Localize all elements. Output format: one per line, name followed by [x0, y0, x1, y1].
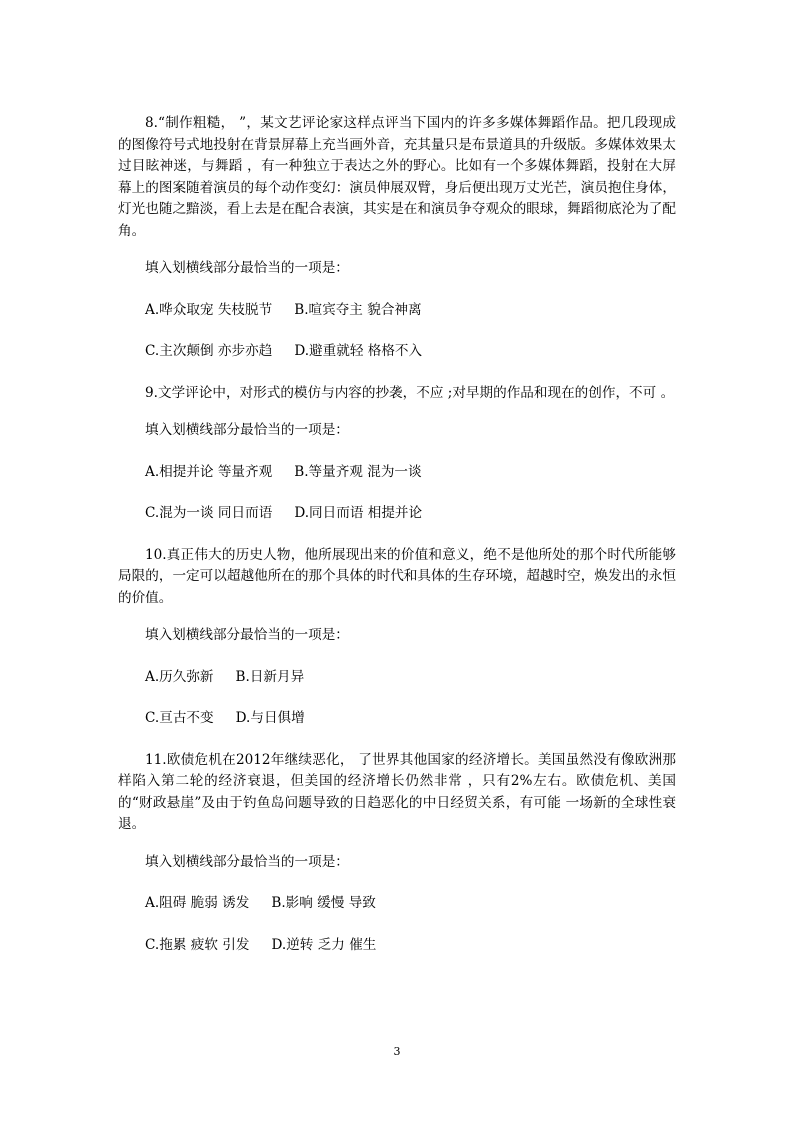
option-b: B.喧宾夺主 貌合神离: [294, 301, 422, 318]
option-b: B.日新月异: [235, 668, 305, 685]
question-prompt: 填入划横线部分最恰当的一项是：: [145, 260, 349, 276]
option-a: A.相提并论 等量齐观: [145, 463, 273, 480]
option-row: [118, 667, 676, 689]
question-prompt: 填入划横线部分最恰当的一项是：: [145, 853, 349, 870]
option-d: D.与日俱增: [235, 710, 305, 726]
option-row: [118, 708, 676, 730]
question-text: 8.“制作粗糙， ”，某文艺评论家这样点评当下国内的许多多媒体舞蹈作品。把几段现成的图像符号式地投射在背景屏幕上充当画外音，充其量只是布景道具的升级版。多媒体效果太过目眩神迷，与舞蹈 ，有一种独立于表达之外的野心。比如有一个多媒体舞蹈，投射在大屏幕上的图案随着演员的每个动作变幻：演员伸展双臂，身后便出现万丈光芒，演员抱住身体，灯光也随之黯淡，看上去是在配合表演，其实是在和演员争夺观众的眼球，舞蹈彻底沦为了配角。: [118, 115, 676, 239]
question-text: 11.欧债危机在2012年继续恶化， 了世界其他国家的经济增长。美国虽然没有像欧洲那样陷入第二轮的经济衰退，但美国的经济增长仍然非常 ，只有2%左右。欧债危机、美国的“财政悬崖”及由于钓鱼岛问题导致的日趋恶化的中日经贸关系，有可能 一场新的全球性衰退。: [118, 751, 676, 832]
option-row: [118, 893, 676, 915]
option-row: [118, 300, 676, 322]
option-a: A.阻碍 脆弱 诱发: [145, 895, 250, 911]
option-b: B.等量齐观 混为一谈: [294, 463, 422, 480]
question-10: [118, 545, 676, 730]
question-prompt: 填入划横线部分最恰当的一项是：: [145, 422, 349, 438]
option-a: A.哗众取宠 失枝脱节: [145, 301, 273, 318]
option-a: A.历久弥新: [145, 668, 214, 685]
question-prompt: 填入划横线部分最恰当的一项是：: [145, 627, 349, 643]
option-row: [118, 503, 676, 525]
option-row: [118, 341, 676, 363]
option-d: D.同日而语 相提并论: [294, 505, 423, 521]
question-11: [118, 750, 676, 957]
option-c: C.亘古不变: [145, 710, 214, 726]
document-body: [118, 113, 676, 976]
question-8: [118, 113, 676, 363]
option-row: [118, 462, 676, 484]
option-c: C.混为一谈 同日而语: [145, 505, 273, 521]
question-text: 10.真正伟大的历史人物，他所展现出来的价值和意义，绝不是他所处的那个时代所能够局限的，一定可以超越他所在的那个具体的时代和具体的生存环境，超越时空，焕发出的永恒的价值。: [118, 546, 676, 606]
option-d: D.避重就轻 格格不入: [294, 343, 423, 359]
question-9: [118, 383, 676, 525]
page-number: 3: [393, 1045, 401, 1058]
option-row: [118, 935, 676, 957]
question-text: 9.文学评论中，对形式的模仿与内容的抄袭，不应 ;对早期的作品和现在的创作，不可 。: [145, 384, 675, 401]
option-b: B.影响 缓慢 导致: [271, 895, 376, 911]
option-d: D.逆转 乏力 催生: [271, 936, 377, 953]
option-c: C.拖累 疲软 引发: [145, 936, 250, 953]
option-c: C.主次颠倒 亦步亦趋: [145, 343, 273, 359]
